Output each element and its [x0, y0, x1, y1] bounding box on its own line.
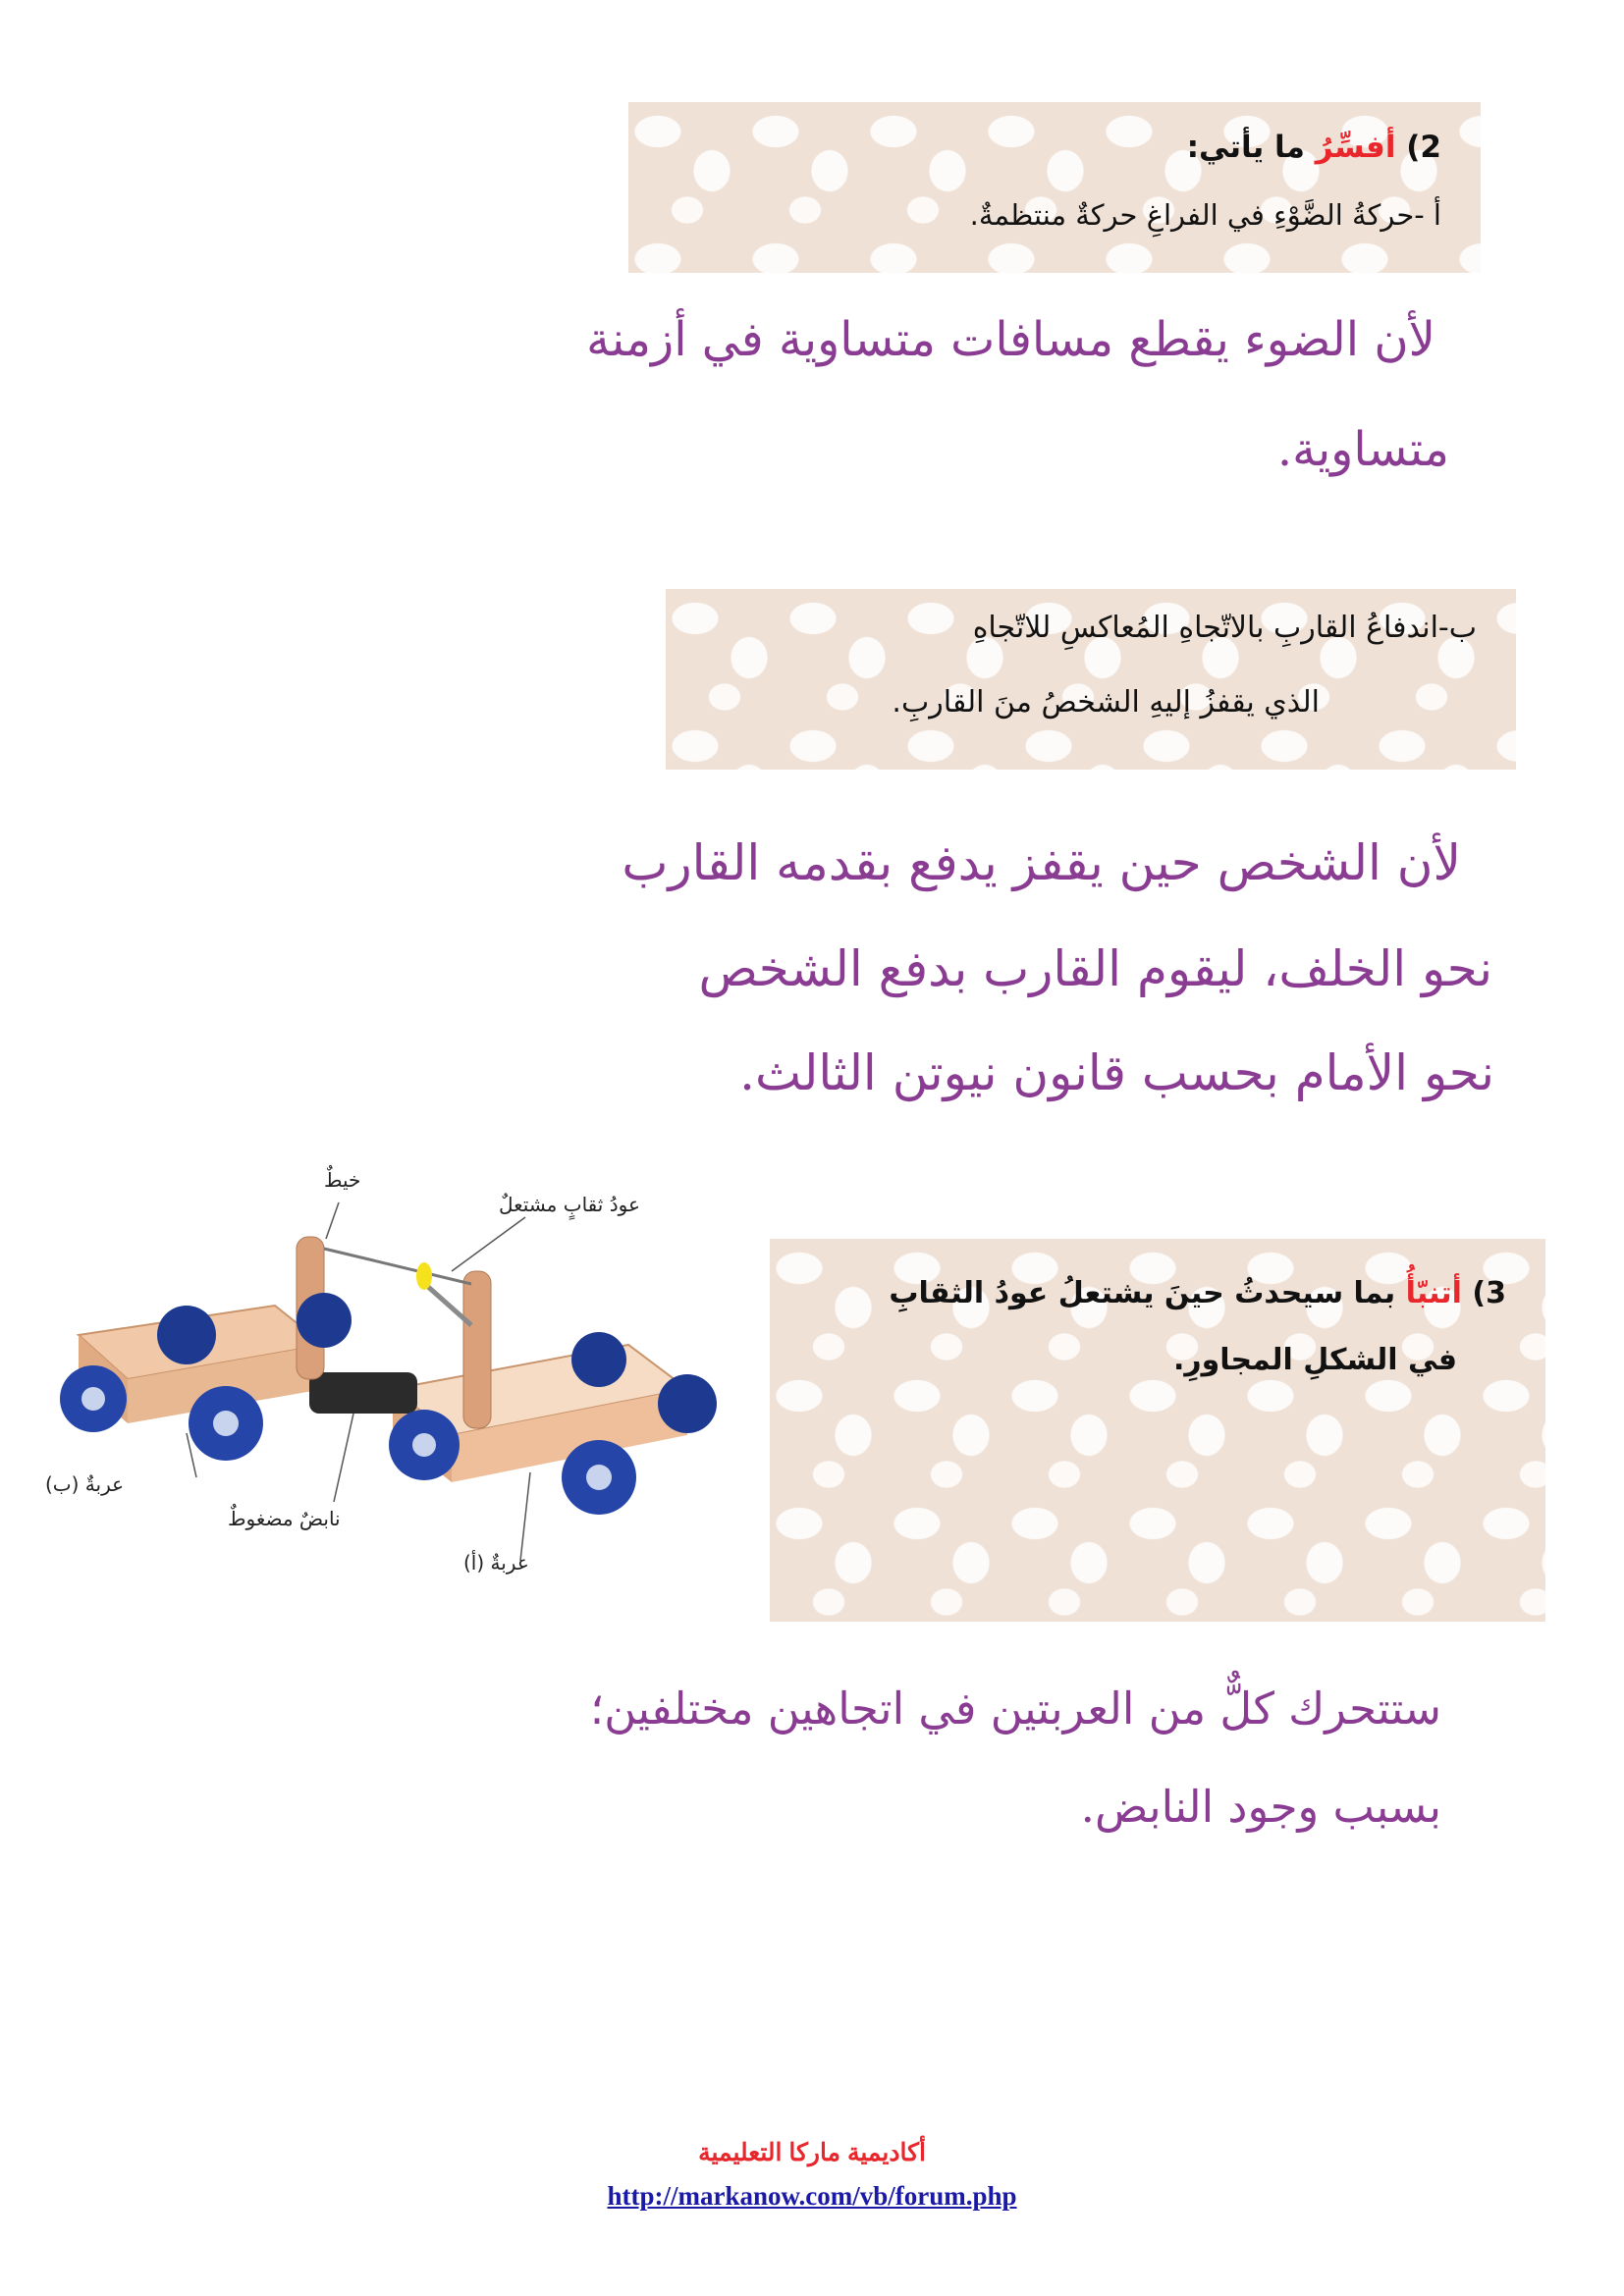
answer-3-line-2: بسبب وجود النابض. [1080, 1781, 1441, 1833]
question-3-rest-1: بما سيحدثُ حينَ يشتعلُ عودُ الثقابِ [889, 1276, 1396, 1310]
cart-a-post [463, 1271, 491, 1428]
footer-forum-link[interactable]: http://markanow.com/vb/forum.php [607, 2181, 1017, 2211]
question-3-line-1 [889, 1276, 1506, 1310]
footer-academy-name: أكاديمية ماركا التعليمية [698, 2139, 926, 2166]
question-2-box [628, 102, 1481, 273]
question-2-number: 2) [1406, 130, 1441, 165]
question-3-number: 3) [1472, 1276, 1506, 1310]
question-2-rest: ما يأتي: [1186, 130, 1305, 165]
question-2-part-b-line-2: الذي يقفزُ إليهِ الشخصُ منَ القاربِ. [892, 685, 1320, 720]
question-2-heading [1187, 130, 1441, 165]
answer-2b-line-1: لأن الشخص حين يقفز يدفع بقدمه القارب [622, 834, 1461, 891]
label-cart-b: عربةٌ (ب) [45, 1472, 125, 1496]
compressed-spring [309, 1372, 417, 1414]
answer-2b-line-3: نحو الأمام بحسب قانون نيوتن الثالث. [739, 1044, 1494, 1101]
label-compressed-spring: نابضٌ مضغوطٌ [228, 1507, 341, 1530]
label-burning-match: عودُ ثقابٍ مشتعلٌ [499, 1193, 640, 1216]
answer-2b-line-2: نحو الخلف، ليقوم القارب بدفع الشخص [698, 940, 1492, 997]
label-cart-a: عربةٌ (أ) [463, 1551, 529, 1575]
question-2-part-a: أ -حركةُ الضَّوْءِ في الفراغِ حركةٌ منتظمةٌ. [969, 198, 1441, 232]
question-3-verb: أتنبّأُ [1405, 1276, 1462, 1310]
flame [416, 1262, 432, 1290]
answer-3-line-1: ستتحرك كلٌّ من العربتين في اتجاهين مختلفين؛ [589, 1682, 1441, 1735]
question-3-line-2: في الشكلِ المجاورِ. [1172, 1343, 1457, 1377]
answer-2a-line-1: لأن الضوء يقطع مسافات متساوية في أزمنة [586, 312, 1435, 367]
answer-2a-line-2: متساوية. [1276, 422, 1449, 477]
carts-illustration [39, 1178, 746, 1590]
carts-figure [39, 1168, 746, 1590]
question-3-box [770, 1239, 1545, 1622]
label-thread: خيطٌ [324, 1168, 361, 1192]
question-2-part-b-line-1: ب-اندفاعُ القاربِ بالاتّجاهِ المُعاكسِ للاتّجاهِ [972, 611, 1477, 645]
thread [324, 1249, 471, 1284]
question-2-verb: أفسِّرُ [1315, 130, 1396, 165]
question-2b-box [666, 589, 1516, 770]
